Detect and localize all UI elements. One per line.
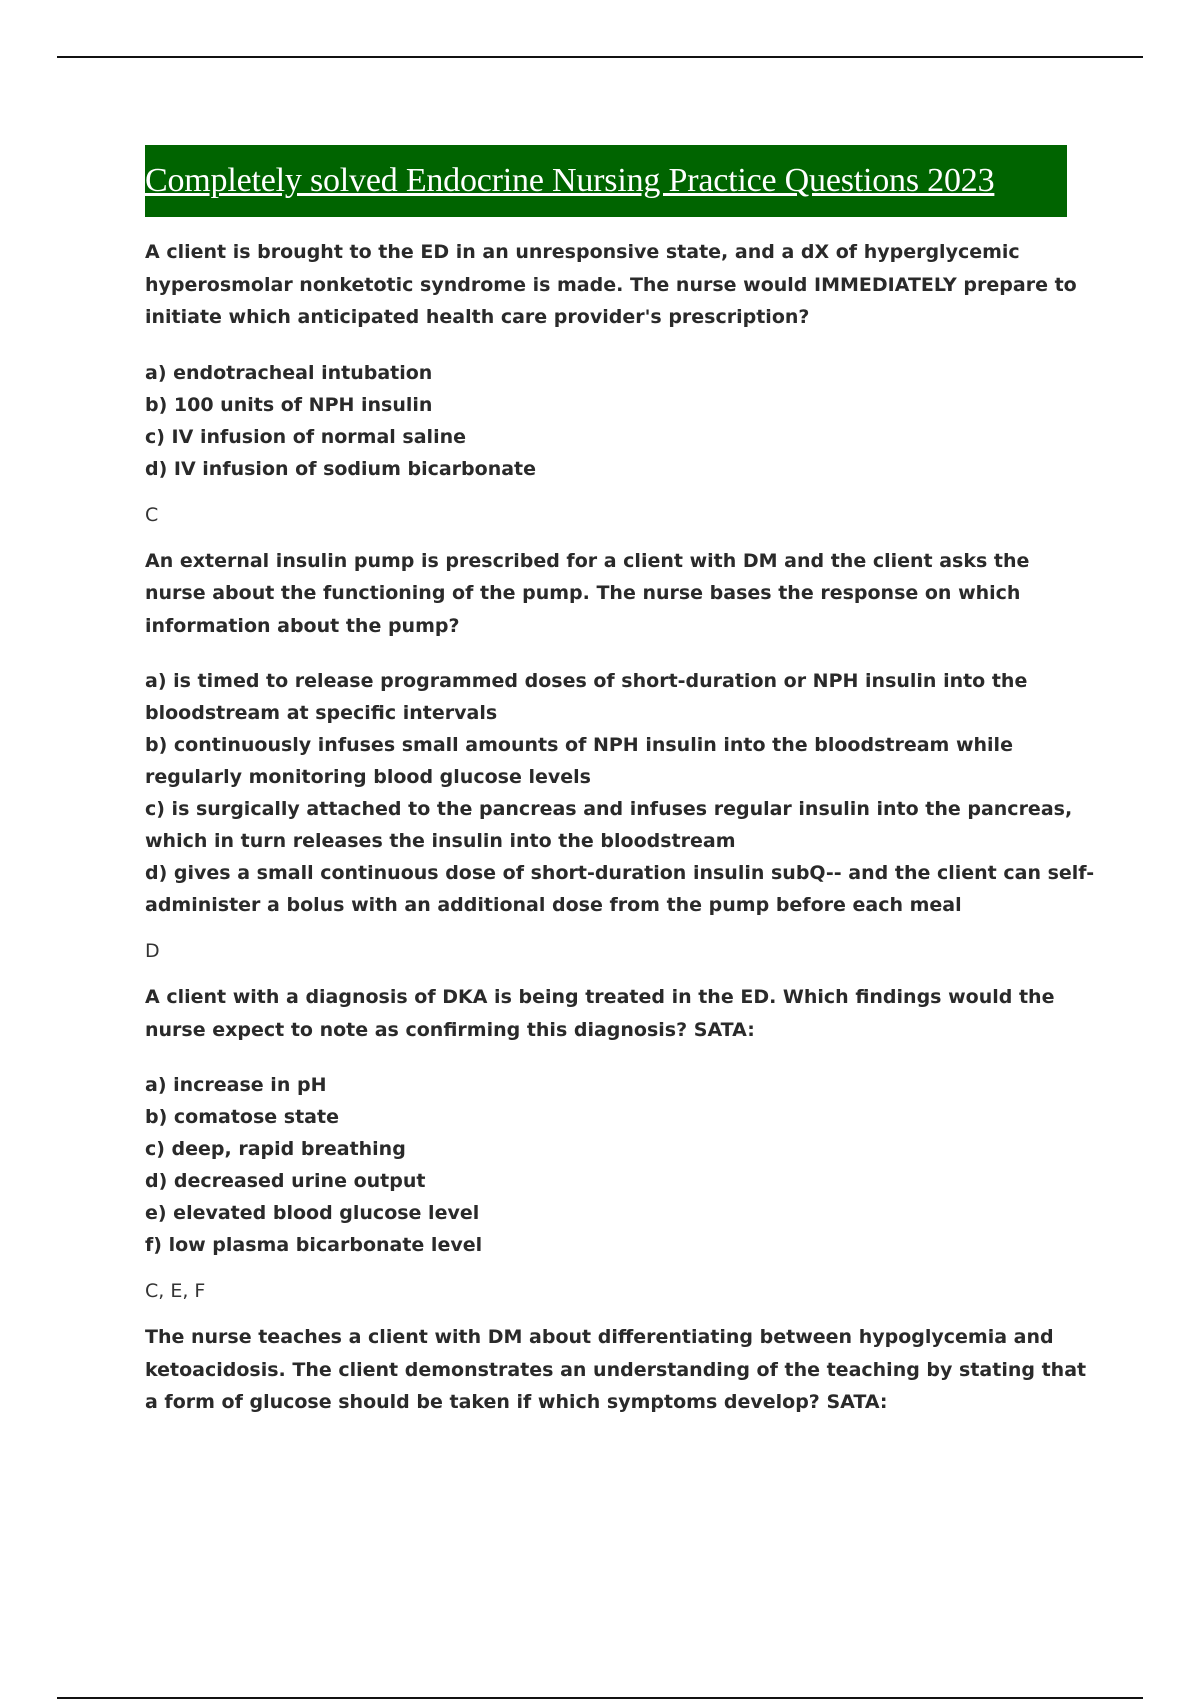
- header-rule: [57, 56, 1143, 58]
- question-3-options: [145, 1069, 1095, 1261]
- question-2-options: [145, 665, 1095, 921]
- question-1-text: A client is brought to the ED in an unresponsive state, and a dX of hyperglycemic hyperosmolar nonketotic syndrome is made. The nurse would IMMEDIATELY prepare to initiate which anticipated health care provider's prescription?: [145, 241, 1077, 328]
- footer-rule: [57, 1697, 1143, 1699]
- question-4-text: The nurse teaches a client with DM about differentiating between hypoglycemia and ketoacidosis. The client demonstrates an understanding of the teaching by stating that a form of glucose should be taken if which symptoms develop? SATA:: [145, 1326, 1087, 1413]
- question-3-option-e: e) elevated blood glucose level: [145, 1202, 480, 1224]
- question-3-option-f: f) low plasma bicarbonate level: [145, 1234, 483, 1256]
- question-1-option-d: d) IV infusion of sodium bicarbonate: [145, 457, 537, 480]
- question-2-option-b: b) continuously infuses small amounts of NPH insulin into the bloodstream while regularly monitoring blood glucose levels: [145, 734, 1013, 788]
- question-2-option-a: a) is timed to release programmed doses of short-duration or NPH insulin into the bloodstream at specific intervals: [145, 670, 1028, 724]
- question-2-text: An external insulin pump is prescribed for a client with DM and the client asks the nurse about the functioning of the pump. The nurse bases the response on which information about the pump?: [145, 549, 1030, 637]
- question-3-option-c: c) deep, rapid breathing: [145, 1138, 406, 1160]
- question-3-option-b: b) comatose state: [145, 1106, 339, 1128]
- title-banner: [145, 145, 1067, 217]
- document-body: [145, 145, 1095, 1419]
- question-2-answer: D: [145, 940, 160, 962]
- question-1-option-c: c) IV infusion of normal saline: [145, 425, 466, 448]
- question-1-option-a: a) endotracheal intubation: [145, 361, 433, 384]
- question-2-option-c: c) is surgically attached to the pancreas and infuses regular insulin into the pancreas, which in turn releases the insulin into the bloodstream: [145, 798, 1073, 852]
- question-1-answer: C: [145, 503, 159, 526]
- question-3-answer: C, E, F: [145, 1280, 206, 1302]
- question-3-option-a: a) increase in pH: [145, 1074, 327, 1096]
- question-1-option-b: b) 100 units of NPH insulin: [145, 393, 433, 416]
- question-3-option-d: d) decreased urine output: [145, 1170, 426, 1192]
- document-title: Completely solved Endocrine Nursing Practice Questions 2023: [145, 162, 995, 199]
- question-1-options: [145, 357, 1095, 485]
- question-2-option-d: d) gives a small continuous dose of short-duration insulin subQ-- and the client can self-administer a bolus with an additional dose from the pump before each meal: [145, 862, 1095, 916]
- question-3-text: A client with a diagnosis of DKA is being treated in the ED. Which findings would the nurse expect to note as confirming this diagnosis? SATA:: [145, 986, 1055, 1041]
